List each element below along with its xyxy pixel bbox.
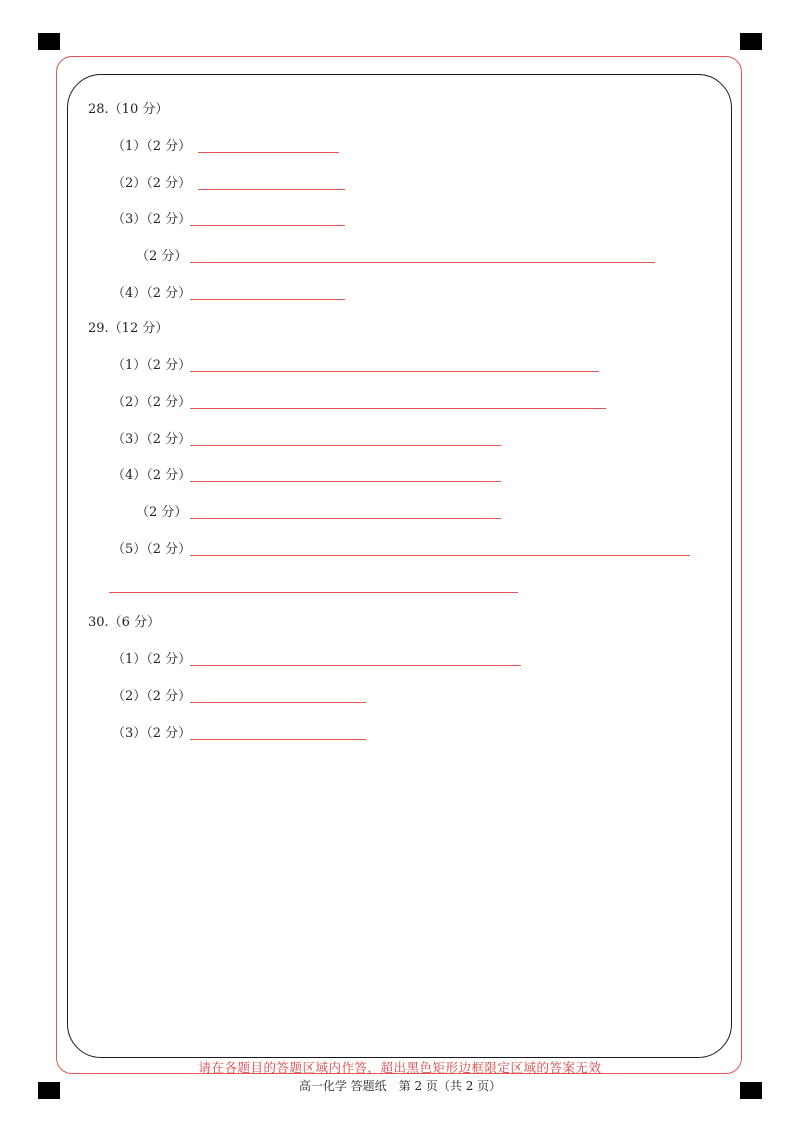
q30-item-2-label: （2）（2 分） <box>112 689 192 704</box>
corner-marker-top-right <box>740 33 762 50</box>
q29-item-1-answer-line[interactable] <box>190 371 599 372</box>
q29-item-3-label: （3）（2 分） <box>112 432 192 447</box>
q29-item-4b-label: （2 分） <box>136 505 188 520</box>
q29-item-2-answer-line[interactable] <box>190 408 606 409</box>
q28-item-1-label: （1）（2 分） <box>112 139 192 154</box>
q28-item-3b-answer-line[interactable] <box>190 262 655 263</box>
q29-item-5-answer-line-continued[interactable] <box>109 592 518 593</box>
q28-item-3-label: （3）（2 分） <box>112 212 192 227</box>
q29-item-5-answer-line[interactable] <box>190 555 690 556</box>
q28-item-1-answer-line[interactable] <box>198 152 339 153</box>
q30-item-1-answer-line[interactable] <box>190 665 521 666</box>
corner-marker-top-left <box>38 33 60 50</box>
question-30-heading: 30.（6 分） <box>88 615 161 630</box>
q29-item-4b-answer-line[interactable] <box>190 518 501 519</box>
q28-item-3b-label: （2 分） <box>136 249 188 264</box>
q28-item-2-label: （2）（2 分） <box>112 176 192 191</box>
page-footer: 高一化学 答题纸 第 2 页（共 2 页） <box>298 1079 502 1093</box>
q30-item-3-answer-line[interactable] <box>190 739 366 740</box>
q28-item-2-answer-line[interactable] <box>198 189 345 190</box>
q28-item-3-answer-line[interactable] <box>190 225 345 226</box>
question-29-heading: 29.（12 分） <box>88 321 169 336</box>
question-28-heading: 28.（10 分） <box>88 102 169 117</box>
q29-item-1-label: （1）（2 分） <box>112 358 192 373</box>
answer-area-notice: 请在各题目的答题区域内作答，超出黑色矩形边框限定区域的答案无效 <box>198 1060 602 1075</box>
q30-item-3-label: （3）（2 分） <box>112 726 192 741</box>
q30-item-1-label: （1）（2 分） <box>112 652 192 667</box>
q29-item-4-answer-line[interactable] <box>190 481 501 482</box>
q30-item-2-answer-line[interactable] <box>190 702 366 703</box>
q29-item-3-answer-line[interactable] <box>190 445 501 446</box>
q29-item-5-label: （5）（2 分） <box>112 542 192 557</box>
q29-item-2-label: （2）（2 分） <box>112 395 192 410</box>
q29-item-4-label: （4）（2 分） <box>112 468 192 483</box>
q28-item-4-answer-line[interactable] <box>190 299 345 300</box>
q28-item-4-label: （4）（2 分） <box>112 286 192 301</box>
